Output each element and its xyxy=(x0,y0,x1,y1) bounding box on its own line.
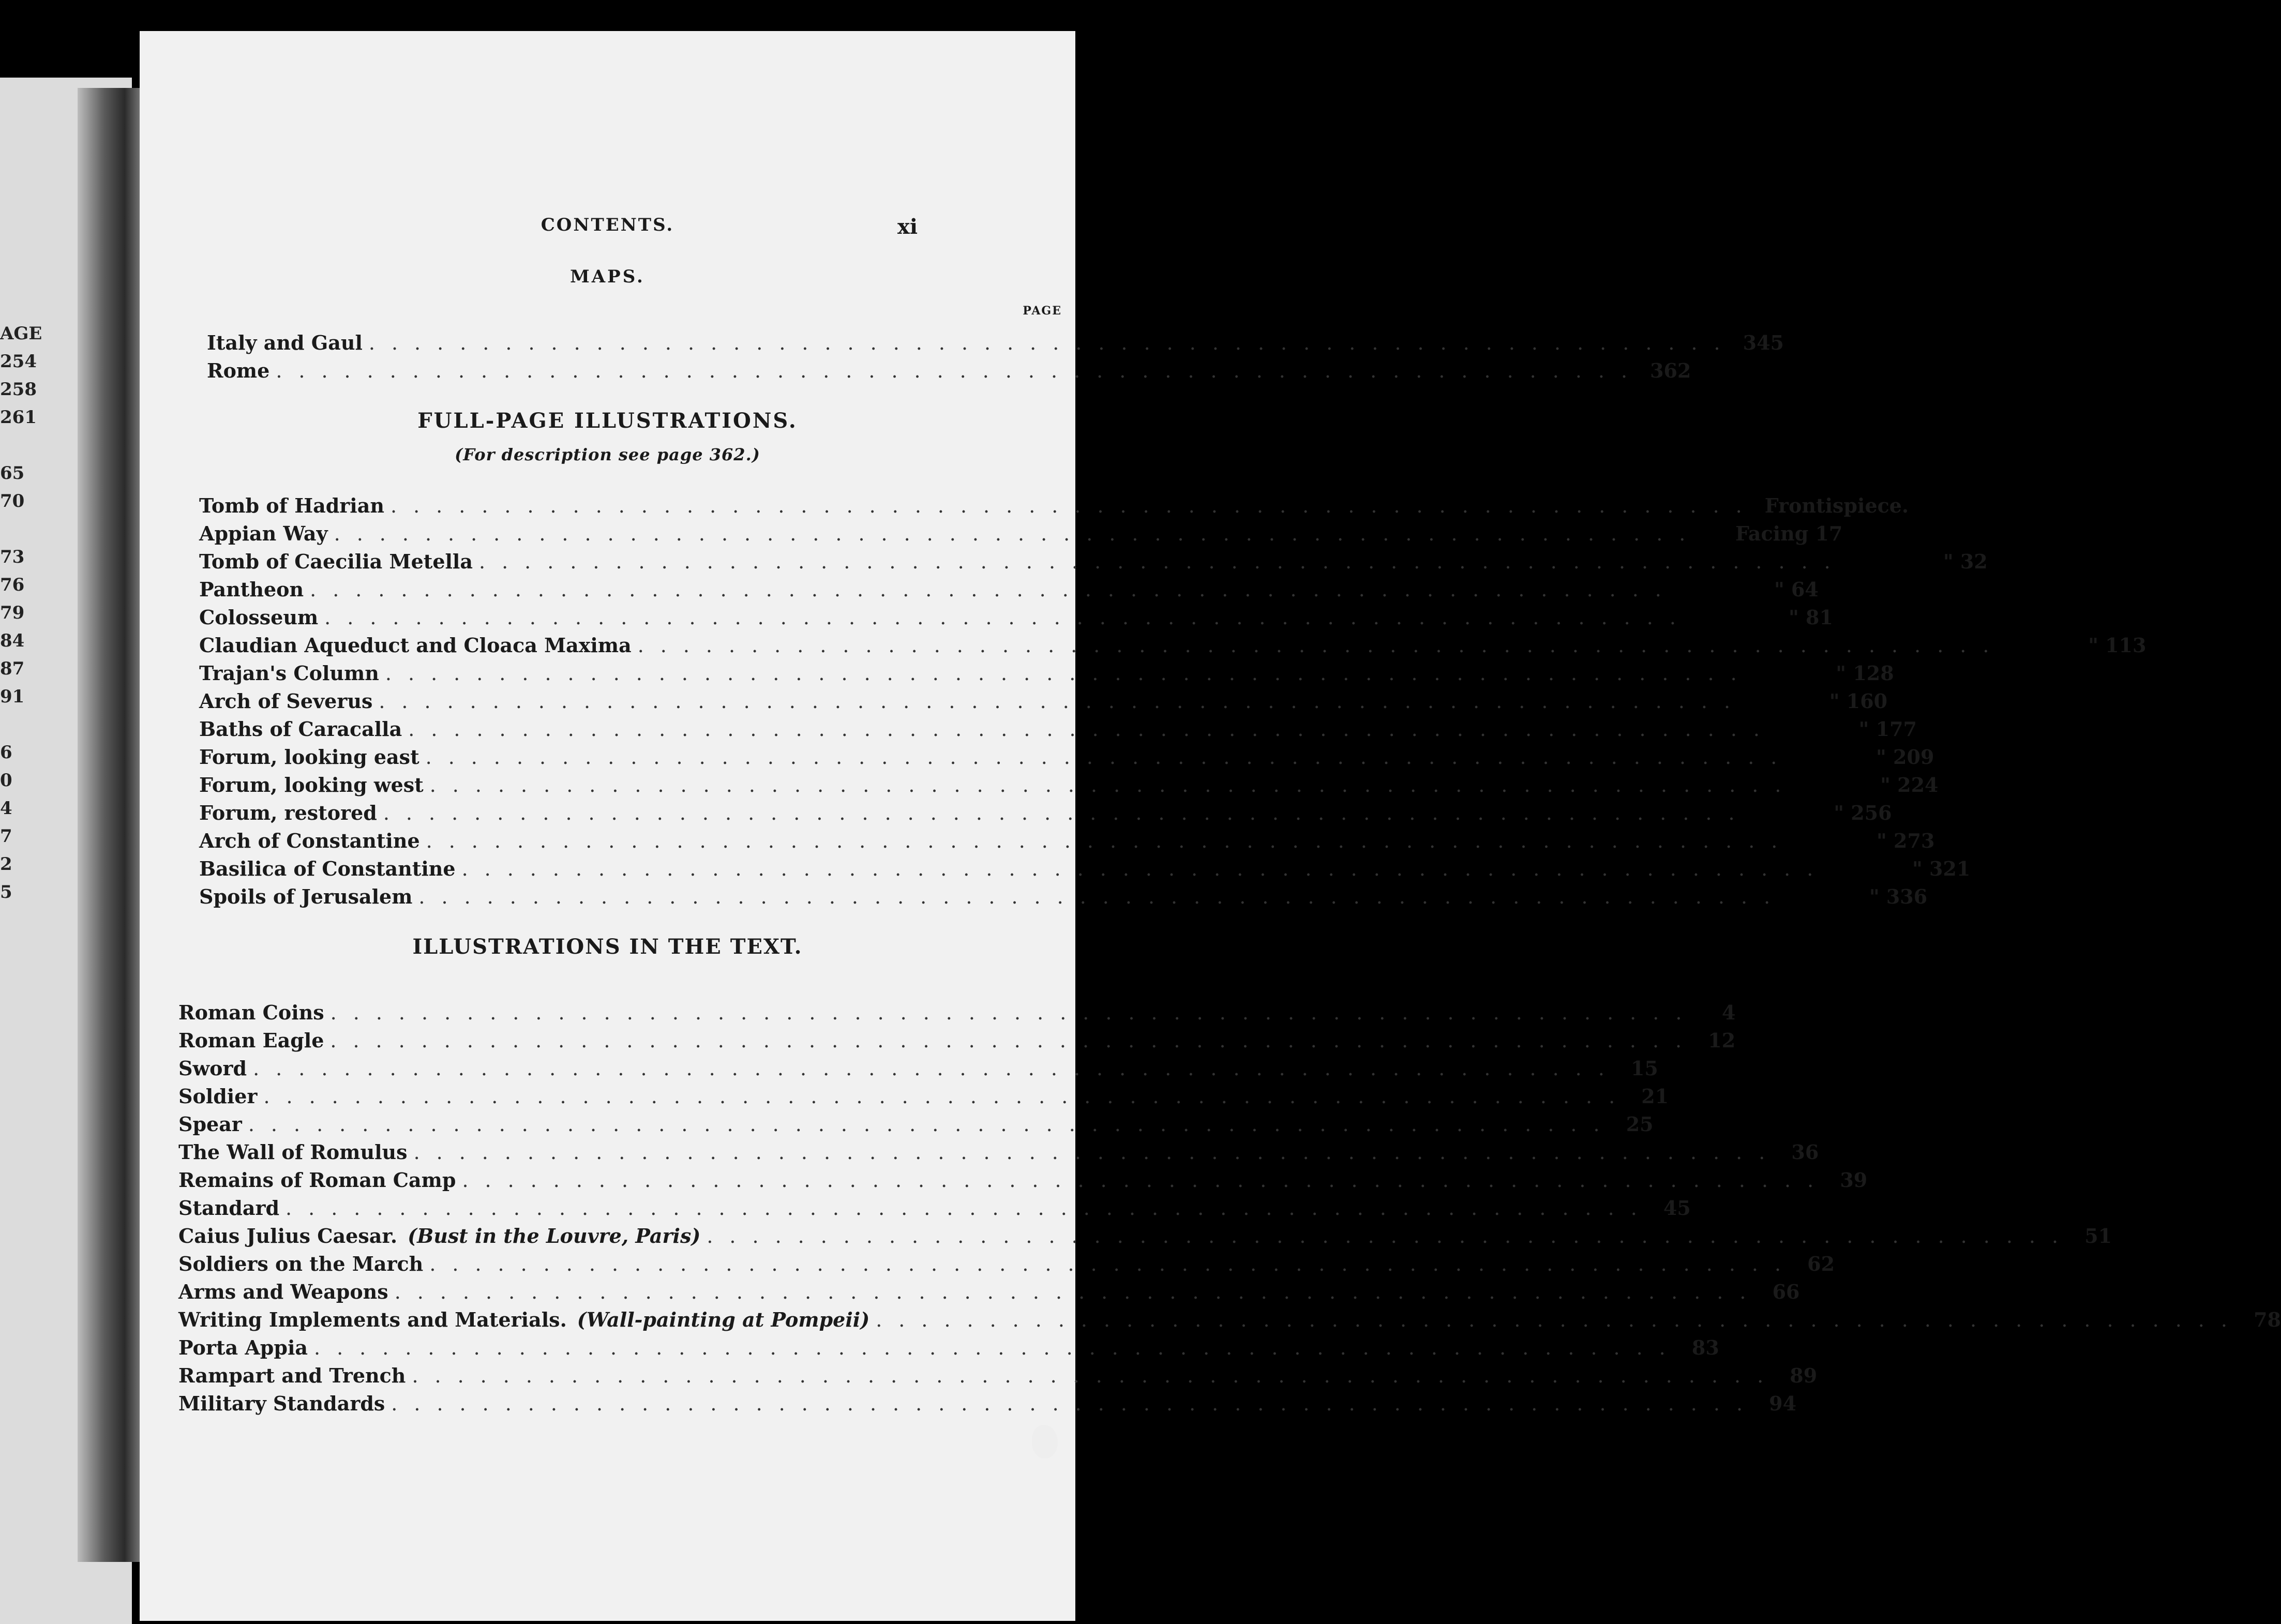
previous-page-number: 254 xyxy=(0,351,37,372)
leader-dots: ............................................................ xyxy=(462,1169,1830,1192)
leader-dots: ............................................................ xyxy=(707,1225,2075,1247)
entry-title: Soldier xyxy=(178,1085,258,1108)
entry-title: Appian Way xyxy=(199,522,328,545)
entry-note: (Bust in the Louvre, Paris) xyxy=(408,1224,701,1247)
entry-page-number: " 256 xyxy=(1834,801,1892,824)
entry-title: Tomb of Hadrian xyxy=(199,494,384,517)
contents-entry xyxy=(207,359,1691,387)
entry-title: Standard xyxy=(178,1196,280,1220)
entry-page-number: 89 xyxy=(1790,1364,1818,1387)
contents-entry xyxy=(178,1057,1658,1085)
previous-page-number: 65 xyxy=(0,463,25,484)
entry-page-number: 94 xyxy=(1769,1392,1797,1415)
leader-dots: ............................................................ xyxy=(425,746,1794,769)
contents-entry xyxy=(199,829,1935,857)
entry-page-number: Frontispiece. xyxy=(1764,494,1909,517)
contents-entry xyxy=(199,522,1843,550)
contents-entry xyxy=(199,606,1833,634)
entry-title: Caius Julius Caesar. xyxy=(178,1224,398,1247)
contents-entry xyxy=(199,857,1971,885)
entry-title: Pantheon xyxy=(199,578,304,601)
contents-entry xyxy=(178,1112,1654,1140)
contents-entry xyxy=(199,717,1917,745)
leader-dots: ............................................................ xyxy=(263,1085,1632,1108)
contents-entry xyxy=(207,331,1784,359)
leader-dots: ............................................................ xyxy=(276,359,1644,382)
leader-dots: ............................................................ xyxy=(426,830,1794,852)
previous-page-number xyxy=(0,711,36,739)
entry-title: Military Standards xyxy=(178,1392,385,1415)
contents-entry xyxy=(199,801,1892,829)
entry-page-number: " 113 xyxy=(2088,634,2147,657)
running-title: CONTENTS. xyxy=(541,215,674,235)
entry-title: Remains of Roman Camp xyxy=(178,1168,456,1192)
entry-title: Tomb of Caecilia Metella xyxy=(199,550,473,573)
contents-entry xyxy=(178,1392,1797,1420)
full-page-illustrations-list xyxy=(199,494,2147,913)
entry-page-number: 25 xyxy=(1626,1112,1654,1136)
entry-title: Colosseum xyxy=(199,606,319,629)
entry-title: The Wall of Romulus xyxy=(178,1140,408,1164)
previous-page-numbers xyxy=(0,320,42,906)
entry-title: Rampart and Trench xyxy=(178,1364,406,1387)
contents-entry xyxy=(199,773,1939,801)
contents-entry xyxy=(199,745,1934,773)
entry-title: Sword xyxy=(178,1057,247,1080)
entry-title: Spoils of Jerusalem xyxy=(199,885,413,908)
leader-dots: ............................................................ xyxy=(385,662,1753,685)
page-column-label: PAGE xyxy=(1023,304,1062,318)
contents-entry xyxy=(178,1364,1818,1392)
entry-title: Claudian Aqueduct and Cloaca Maxima xyxy=(199,634,632,657)
previous-page-number: 79 xyxy=(0,603,25,623)
leader-dots: ............................................................ xyxy=(253,1057,1621,1080)
previous-page-number: 2 xyxy=(0,854,12,875)
leader-dots: ............................................................ xyxy=(314,1336,1682,1359)
contents-entry xyxy=(178,1224,2112,1252)
leader-dots: ............................................................ xyxy=(248,1113,1616,1136)
contents-entry xyxy=(178,1001,1736,1029)
entry-title: Roman Coins xyxy=(178,1001,324,1024)
contents-entry xyxy=(199,689,1888,717)
previous-page-number xyxy=(0,515,36,543)
maps-heading: MAPS. xyxy=(570,266,645,287)
entry-title: Arch of Severus xyxy=(199,689,373,713)
entry-page-number: 15 xyxy=(1630,1057,1658,1080)
leader-dots: ............................................................ xyxy=(412,1364,1780,1387)
entry-title: Italy and Gaul xyxy=(207,331,363,354)
leader-dots: ............................................................ xyxy=(479,550,1847,573)
maps-list xyxy=(207,331,1784,387)
contents-entry xyxy=(178,1308,2281,1336)
leader-dots: ............................................................ xyxy=(391,494,1759,517)
entry-page-number: " 273 xyxy=(1877,829,1935,852)
contents-entry xyxy=(178,1029,1736,1057)
previous-page-number: 87 xyxy=(0,658,25,679)
entry-page-number: 36 xyxy=(1791,1140,1819,1164)
contents-entry xyxy=(199,661,1894,689)
entry-page-number: 12 xyxy=(1708,1029,1736,1052)
leader-dots: ............................................................ xyxy=(429,774,1798,796)
leader-dots: ............................................................ xyxy=(637,634,2006,657)
leader-dots: ............................................................ xyxy=(461,858,1830,880)
book-gutter xyxy=(78,88,145,1562)
entry-page-number: 45 xyxy=(1663,1196,1691,1220)
leader-dots: ............................................................ xyxy=(429,1253,1798,1275)
entry-page-number: " 336 xyxy=(1869,885,1928,908)
contents-entry xyxy=(178,1252,1835,1280)
previous-page-number: 91 xyxy=(0,686,25,707)
entry-page-number: 66 xyxy=(1772,1280,1800,1303)
entry-page-number: 51 xyxy=(2084,1224,2112,1247)
contents-entry xyxy=(178,1280,1800,1308)
entry-page-number: 39 xyxy=(1840,1168,1868,1192)
contents-entry xyxy=(178,1168,1868,1196)
entry-title: Soldiers on the March xyxy=(178,1252,424,1275)
entry-page-number: 62 xyxy=(1807,1252,1835,1275)
contents-entry xyxy=(199,578,1819,606)
entry-title: Porta Appia xyxy=(178,1336,308,1359)
previous-page-number: 258 xyxy=(0,379,37,400)
entry-page-number: " 177 xyxy=(1858,717,1917,741)
leader-dots: ............................................................ xyxy=(286,1197,1654,1220)
previous-page-number: 261 xyxy=(0,407,37,428)
entry-title: Writing Implements and Materials. xyxy=(178,1308,567,1331)
entry-page-number: 345 xyxy=(1743,331,1784,354)
entry-page-number: " 128 xyxy=(1836,661,1894,685)
contents-entry xyxy=(178,1140,1819,1168)
entry-page-number: " 224 xyxy=(1880,773,1939,796)
entry-page-number: 4 xyxy=(1721,1001,1736,1024)
previous-page-number: 0 xyxy=(0,770,12,791)
entry-note: (Wall-painting at Pompeii) xyxy=(577,1308,870,1331)
entry-title: Spear xyxy=(178,1112,242,1136)
entry-page-number: " 81 xyxy=(1789,606,1833,629)
contents-entry xyxy=(178,1085,1669,1112)
entry-title: Rome xyxy=(207,359,270,382)
entry-title: Baths of Caracalla xyxy=(199,717,402,741)
entry-page-number: 362 xyxy=(1650,359,1691,382)
entry-page-number: " 32 xyxy=(1943,550,1988,573)
text-illustrations-list xyxy=(178,1001,2281,1420)
entry-page-number: 21 xyxy=(1641,1085,1669,1108)
leader-dots: ............................................................ xyxy=(310,578,1678,601)
entry-page-number: 83 xyxy=(1691,1336,1719,1359)
leader-dots: ............................................................ xyxy=(379,690,1747,713)
leader-dots: ............................................................ xyxy=(391,1392,1760,1415)
full-page-illustrations-note: (For description see page 362.) xyxy=(455,445,760,464)
edge-blot xyxy=(1032,1425,1058,1458)
page-folio: xi xyxy=(897,215,918,239)
entry-title: Arms and Weapons xyxy=(178,1280,388,1303)
contents-entry xyxy=(199,885,1928,913)
leader-dots: ............................................................ xyxy=(383,802,1751,824)
contents-page xyxy=(140,31,2281,1621)
contents-entry xyxy=(178,1196,1691,1224)
leader-dots: ............................................................ xyxy=(876,1309,2244,1331)
entry-title: Forum, looking east xyxy=(199,745,419,769)
leader-dots: ............................................................ xyxy=(368,332,1737,354)
leader-dots: ............................................................ xyxy=(418,885,1787,908)
leader-dots: ............................................................ xyxy=(334,522,1702,545)
full-page-illustrations-heading: FULL-PAGE ILLUSTRATIONS. xyxy=(417,409,798,433)
previous-page-number: 70 xyxy=(0,491,25,512)
entry-page-number: 78 xyxy=(2254,1308,2281,1331)
entry-page-number: " 64 xyxy=(1774,578,1819,601)
contents-entry xyxy=(199,634,2147,661)
contents-entry xyxy=(199,494,1909,522)
previous-page-number: 76 xyxy=(0,575,25,595)
previous-page-number: 7 xyxy=(0,826,12,847)
leader-dots: ............................................................ xyxy=(324,606,1692,629)
text-illustrations-heading: ILLUSTRATIONS IN THE TEXT. xyxy=(412,935,803,959)
leader-dots: ............................................................ xyxy=(330,1001,1699,1024)
previous-page-number: 73 xyxy=(0,547,25,567)
entry-title: Trajan's Column xyxy=(199,661,379,685)
entry-title: Roman Eagle xyxy=(178,1029,324,1052)
contents-entry xyxy=(199,550,1988,578)
leader-dots: ............................................................ xyxy=(394,1281,1763,1303)
leader-dots: ............................................................ xyxy=(408,718,1776,741)
entry-page-number: " 321 xyxy=(1912,857,1971,880)
entry-page-number: Facing 17 xyxy=(1735,522,1843,545)
entry-title: Basilica of Constantine xyxy=(199,857,456,880)
previous-page-number: 84 xyxy=(0,630,25,651)
entry-page-number: " 209 xyxy=(1876,745,1934,769)
entry-page-number: " 160 xyxy=(1829,689,1888,713)
contents-entry xyxy=(178,1336,1719,1364)
entry-title: Arch of Constantine xyxy=(199,829,420,852)
previous-page-number: 6 xyxy=(0,742,12,763)
leader-dots: ............................................................ xyxy=(413,1141,1782,1164)
entry-title: Forum, looking west xyxy=(199,773,424,796)
leader-dots: ............................................................ xyxy=(330,1029,1699,1052)
previous-page-number: 5 xyxy=(0,882,12,903)
entry-title: Forum, restored xyxy=(199,801,377,824)
previous-page-number: AGE xyxy=(0,323,42,344)
previous-page-number xyxy=(0,431,36,459)
previous-page-number: 4 xyxy=(0,798,12,819)
